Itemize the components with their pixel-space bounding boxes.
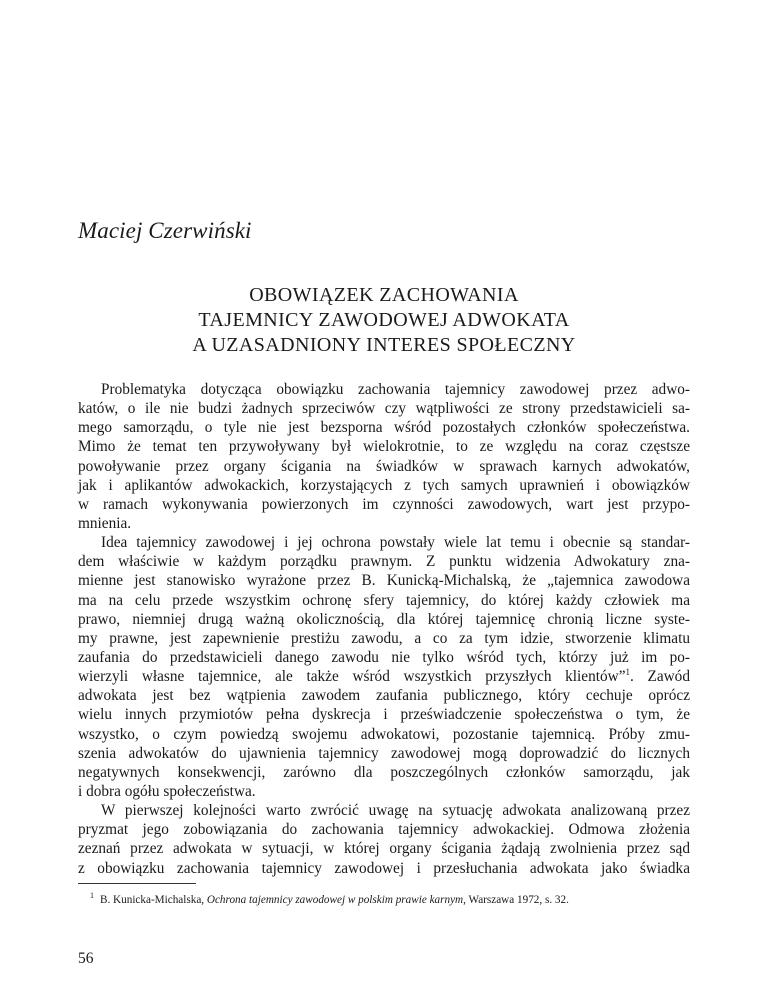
body-line-text: wierzyli własne tajemnice, ale także wśród wszystkich przyszłych klientów” <box>78 668 626 686</box>
article-title <box>78 283 690 358</box>
title-line: OBOWIĄZEK ZACHOWANIA <box>249 284 519 306</box>
body-line: ma na celu przede wszystkim ochronę sfery tajemnicy, do której każdy człowiek ma <box>78 591 690 609</box>
body-line: w ramach wykonywania powierzonych im czynności zawodowych, wart jest przypo- <box>78 495 690 513</box>
title-line: A UZASADNIONY INTERES SPOŁECZNY <box>192 334 576 356</box>
body-line: adwokata jest bez wątpienia zawodem zaufania publicznego, który cechuje oprócz <box>78 687 690 705</box>
body-line: powoływanie przez organy ścigania na świadków w sprawach karnych adwokatów, <box>78 457 690 475</box>
body-line: i dobra ogółu społeczeństwa. <box>78 782 256 800</box>
body-line-with-footnote <box>78 667 690 686</box>
author-name: Maciej Czerwiński <box>78 218 252 243</box>
footnote-reference[interactable]: 1 <box>625 667 630 678</box>
footnote-number: 1 <box>90 891 94 901</box>
body-line: wszystko, o czym powiedzą swojemu adwokatowi, pozostanie tajemnicą. Próby zmu- <box>78 725 690 743</box>
body-line: pryzmat jego zobowiązania do zachowania tajemnicy adwokackiej. Odmowa złożenia <box>78 821 690 839</box>
body-line: zeznań przez adwokata w sytuacji, w której organy ścigania żądają zwolnienia przez sąd <box>78 840 690 858</box>
article-body <box>78 380 690 878</box>
body-line: Problematyka dotycząca obowiązku zachowania tajemnicy zawodowej przez adwo- <box>101 381 690 398</box>
footnote-book-title: Ochrona tajemnicy zawodowej w polskim prawie karnym <box>206 894 464 906</box>
body-line: mego samorządu, o tyle nie jest bezsporna wśród pozostałych członków społeczeństwa. <box>78 419 690 437</box>
page-number: 56 <box>78 950 94 967</box>
body-line: zaufania do przedstawicieli danego zawodu nie tylko wśród tych, którzy już im po- <box>78 648 690 666</box>
body-line: jak i aplikantów adwokackich, korzystających z tych samych uprawnień i obowiązków <box>78 476 690 494</box>
body-line: Mimo że temat ten przywoływany był wielokrotnie, to ze względu na coraz częstsze <box>78 438 690 456</box>
body-line: katów, o ile nie budzi żadnych sprzeciwów czy wątpliwości ze strony przedstawicieli sa- <box>78 400 690 418</box>
body-line: W pierwszej kolejności warto zwrócić uwagę na sytuację adwokata analizowaną przez <box>101 802 690 820</box>
body-line: Idea tajemnicy zawodowej i jej ochrona powstały wiele lat temu i obecnie są standar- <box>101 534 690 552</box>
body-line: negatywnych konsekwencji, zarówno dla poszczególnych członków samorządu, jak <box>78 763 690 781</box>
body-line: my prawne, jest zapewnienie prestiżu zawodu, a co za tym idzie, stworzenie klimatu <box>78 629 690 647</box>
footnote-separator <box>78 883 196 884</box>
footnote-author: B. Kunicka-Michalska, <box>100 894 207 906</box>
footnote <box>90 893 690 907</box>
body-line: szenia adwokatów do ujawnienia tajemnicy zawodowej mogą doprowadzić do licznych <box>78 744 690 762</box>
body-line: mienne jest stanowisko wyrażone przez B. Kunicką-Michalską, że „tajemnica zawodowa <box>78 572 690 590</box>
body-line: wielu innych przymiotów pełna dyskrecja i przeświadczenie społeczeństwa o tym, że <box>78 706 690 724</box>
body-line: prawo, niemniej drugą ważną okolicznością, dla której tajemnicę chronią liczne syste- <box>78 610 690 628</box>
body-line: mnienia. <box>78 514 132 532</box>
body-line: dem właściwie w każdym porządku prawnym. Z punktu widzenia Adwokatury zna- <box>78 553 690 571</box>
footnote-rest: , Warszawa 1972, s. 32. <box>463 894 569 906</box>
body-line: z obowiązku zachowania tajemnicy zawodowej i przesłuchania adwokata jako świadka <box>78 859 690 877</box>
body-line-text: . Zawód <box>629 668 690 686</box>
title-line: TAJEMNICY ZAWODOWEJ ADWOKATA <box>198 309 570 331</box>
